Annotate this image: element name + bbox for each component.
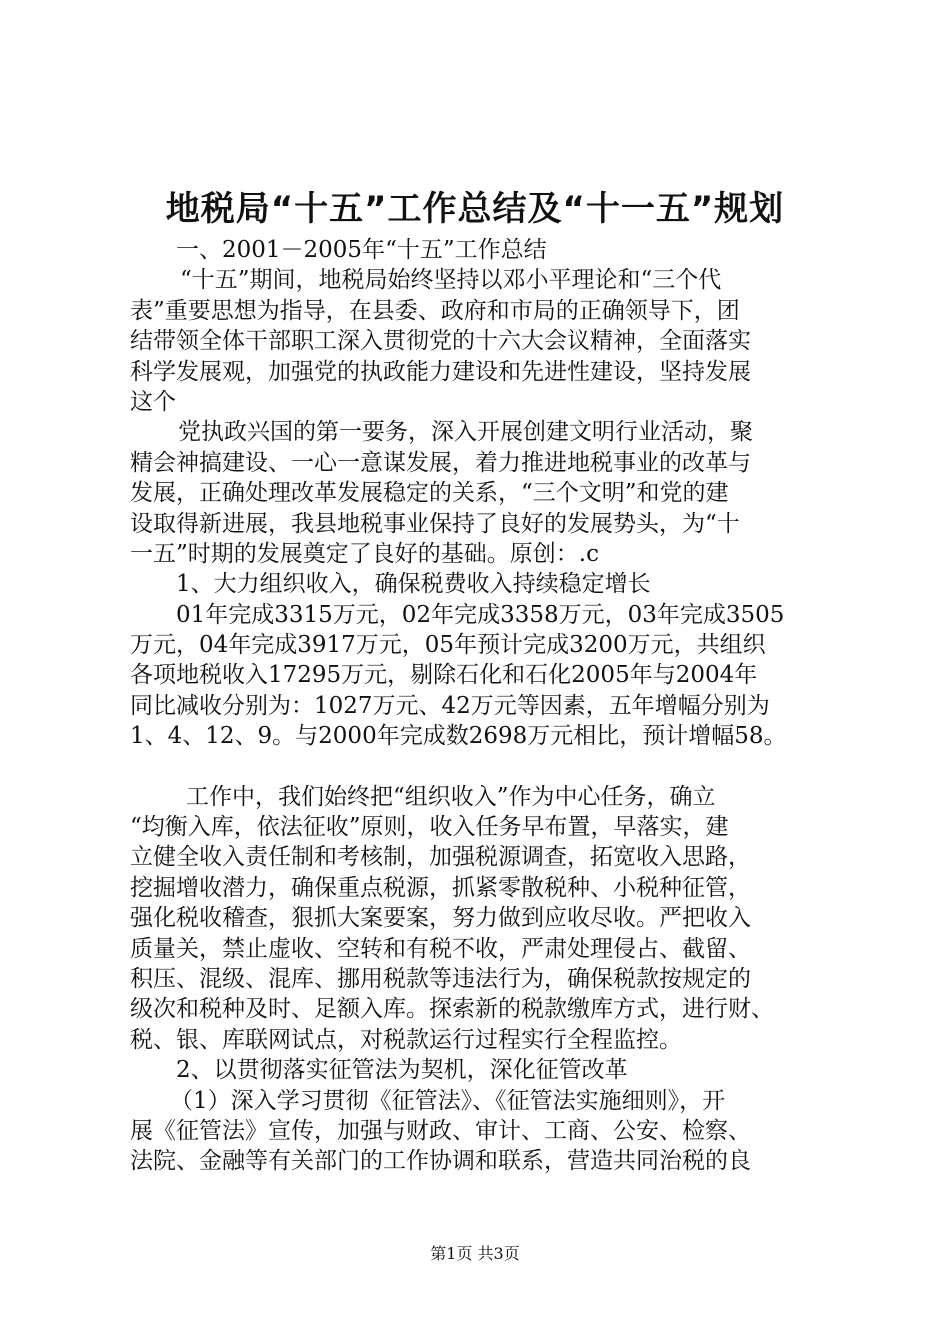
paragraph-line: 一五”时期的发展奠定了良好的基础。原创：.c	[130, 540, 599, 567]
paragraph-line: 党执政兴国的第一要务，深入开展创建文明行业活动，聚	[178, 419, 753, 446]
paragraph-line: 展《征管法》宣传，加强与财政、审计、工商、公安、检察、	[130, 1117, 751, 1144]
document-body	[130, 235, 830, 1177]
paragraph-line: 级次和税种及时、足额入库。探索新的税款缴库方式，进行财、	[130, 996, 774, 1023]
paragraph-line: 发展，正确处理改革发展稳定的关系，“三个文明”和党的建	[130, 480, 729, 507]
page-footer: 第1页 共3页	[430, 1244, 520, 1263]
paragraph-line: 表”重要思想为指导，在县委、政府和市局的正确领导下，团	[130, 297, 740, 324]
paragraph-line: 结带领全体干部职工深入贯彻党的十六大会议精神，全面落实	[130, 328, 751, 355]
paragraph-line: 质量关，禁止虚收、空转和有税不收，严肃处理侵占、截留、	[130, 935, 751, 962]
paragraph-line: 1、4、12、9。与2000年完成数2698万元相比，预计增幅58。	[130, 723, 787, 750]
paragraph-line: 01年完成3315万元，02年完成3358万元，03年完成3505	[176, 601, 785, 628]
paragraph-line: 各项地税收入17295万元，剔除石化和石化2005年与2004年	[130, 662, 758, 689]
paragraph-line: 科学发展观，加强党的执政能力建设和先进性建设，坚持发展	[130, 358, 751, 385]
subheading-2: 2、以贯彻落实征管法为契机，深化征管改革	[176, 1057, 628, 1084]
subheading-1: 1、大力组织收入，确保税费收入持续稳定增长	[176, 571, 651, 598]
paragraph-gap	[130, 752, 830, 782]
paragraph-line: （1）深入学习贯彻《征管法》、《征管法实施细则》，开	[170, 1087, 726, 1114]
paragraph-line: 工作中，我们始终把“组织收入”作为中心任务，确立	[186, 783, 716, 810]
document-title: 地税局“十五”工作总结及“十一五”规划	[165, 189, 785, 229]
paragraph-line: “均衡入库，依法征收”原则，收入任务早布置，早落实，建	[130, 814, 729, 841]
paragraph-line: 税、银、库联网试点，对税款运行过程实行全程监控。	[130, 1026, 682, 1053]
paragraph-line: 立健全收入责任制和考核制，加强税源调查，拓宽收入思路，	[130, 844, 751, 871]
section-heading-1: 一、2001－2005年“十五”工作总结	[176, 237, 547, 263]
paragraph-line: 挖掘增收潜力，确保重点税源，抓紧零散税种、小税种征管，	[130, 874, 751, 901]
paragraph-line: 强化税收稽查，狠抓大案要案，努力做到应收尽收。严把收入	[130, 905, 751, 932]
paragraph-line: 万元，04年完成3917万元，05年预计完成3200万元，共组织	[130, 632, 766, 659]
paragraph-line: 这个	[130, 388, 176, 415]
paragraph-line: 同比减收分别为：1027万元、42万元等因素，五年增幅分别为	[130, 692, 770, 719]
paragraph-line: 设取得新进展，我县地税事业保持了良好的发展势头，为“十	[130, 510, 740, 537]
paragraph-line: 法院、金融等有关部门的工作协调和联系，营造共同治税的良	[130, 1148, 751, 1175]
paragraph-line: 积压、混级、混库、挪用税款等违法行为，确保税款按规定的	[130, 965, 751, 992]
paragraph-line: 精会神搞建设、一心一意谋发展，着力推进地税事业的改革与	[130, 449, 751, 476]
paragraph-line: “十五”期间，地税局始终坚持以邓小平理论和“三个代	[180, 267, 722, 294]
